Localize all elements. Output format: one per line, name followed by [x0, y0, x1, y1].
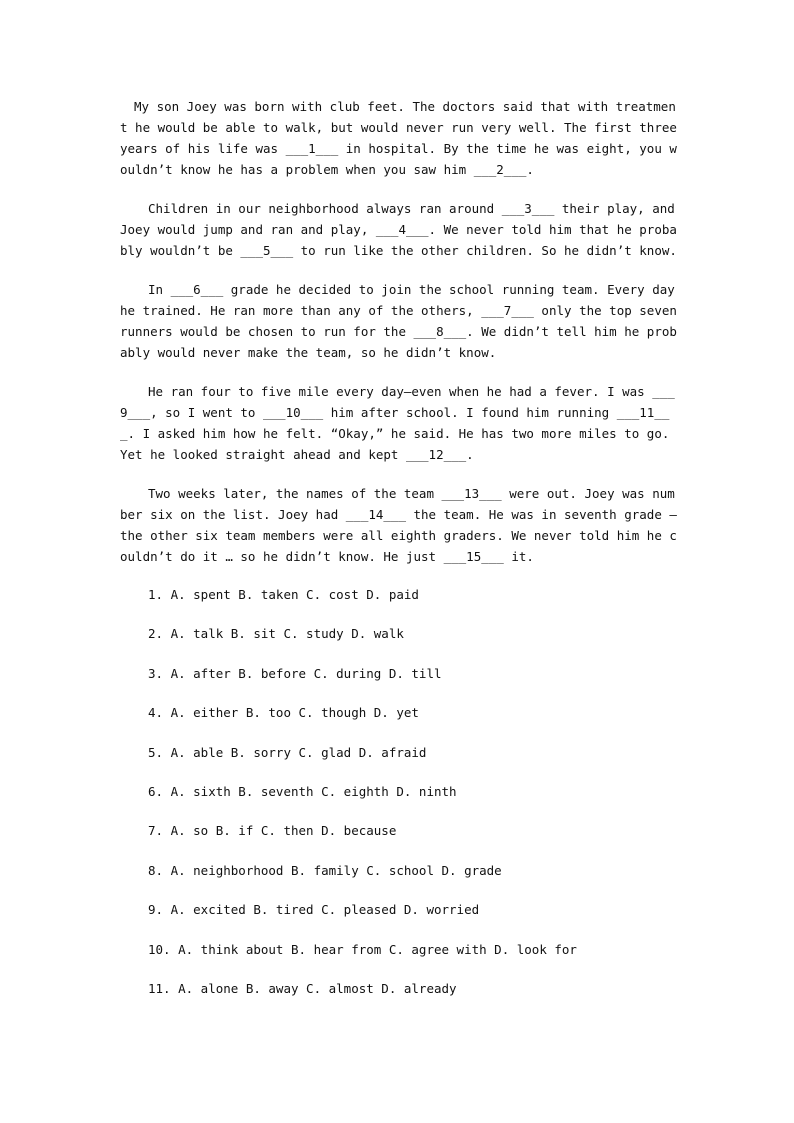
cloze-passage — [120, 96, 680, 585]
question-option-line: 8. A. neighborhood B. family C. school D. grade — [148, 862, 502, 878]
question-option-line: 1. A. spent B. taken C. cost D. paid — [148, 587, 419, 602]
passage-paragraph: Two weeks later, the names of the team ___13___ were out. Joey was number six on the list. Joey had ___14___ the team. He was in seventh grade — the other six team members were all eighth graders. We never told him he couldn’t do it … so he didn’t know. He just ___15___ it. — [120, 486, 677, 564]
question-option-line: 6. A. sixth B. seventh C. eighth D. ninth — [148, 783, 457, 799]
question-option-line: 9. A. excited B. tired C. pleased D. worried — [148, 902, 480, 918]
answer-options-list — [120, 584, 680, 1017]
question-option-line: 3. A. after B. before C. during D. till — [148, 665, 442, 681]
passage-paragraph: My son Joey was born with club feet. The doctors said that with treatment he would be able to walk, but would never run very well. The first three years of his life was ___1___ in hospital. By the time he was eight, you wouldn’t know he has a problem when you saw him ___2___. — [120, 99, 677, 177]
question-option-line: 10. A. think about B. hear from C. agree with D. look for — [148, 941, 577, 957]
question-option-line: 2. A. talk B. sit C. study D. walk — [148, 626, 404, 642]
passage-paragraph: Children in our neighborhood always ran around ___3___ their play, and Joey would jump and ran and play, ___4___. We never told him that he probably wouldn’t be ___5___ to run like the other children. So he didn’t know. — [120, 201, 677, 258]
question-option-line: 4. A. either B. too C. though D. yet — [148, 705, 419, 721]
question-option-line: 11. A. alone B. away C. almost D. already — [148, 980, 457, 996]
question-option-line: 5. A. able B. sorry C. glad D. afraid — [148, 744, 427, 760]
passage-paragraph: In ___6___ grade he decided to join the school running team. Every day he trained. He ran more than any of the others, ___7___ only the top seven runners would be chosen to run for the ___8___. We didn’t tell him he probably would never make the team, so he didn’t know. — [120, 282, 677, 360]
passage-paragraph: He ran four to five mile every day—even when he had a fever. I was ___9___, so I went to ___10___ him after school. I found him running ___11___. I asked him how he felt. “Okay,” he said. He has two more miles to go. Yet he looked straight ahead and kept ___12___. — [120, 384, 675, 462]
question-option-line: 7. A. so B. if C. then D. because — [148, 823, 397, 839]
